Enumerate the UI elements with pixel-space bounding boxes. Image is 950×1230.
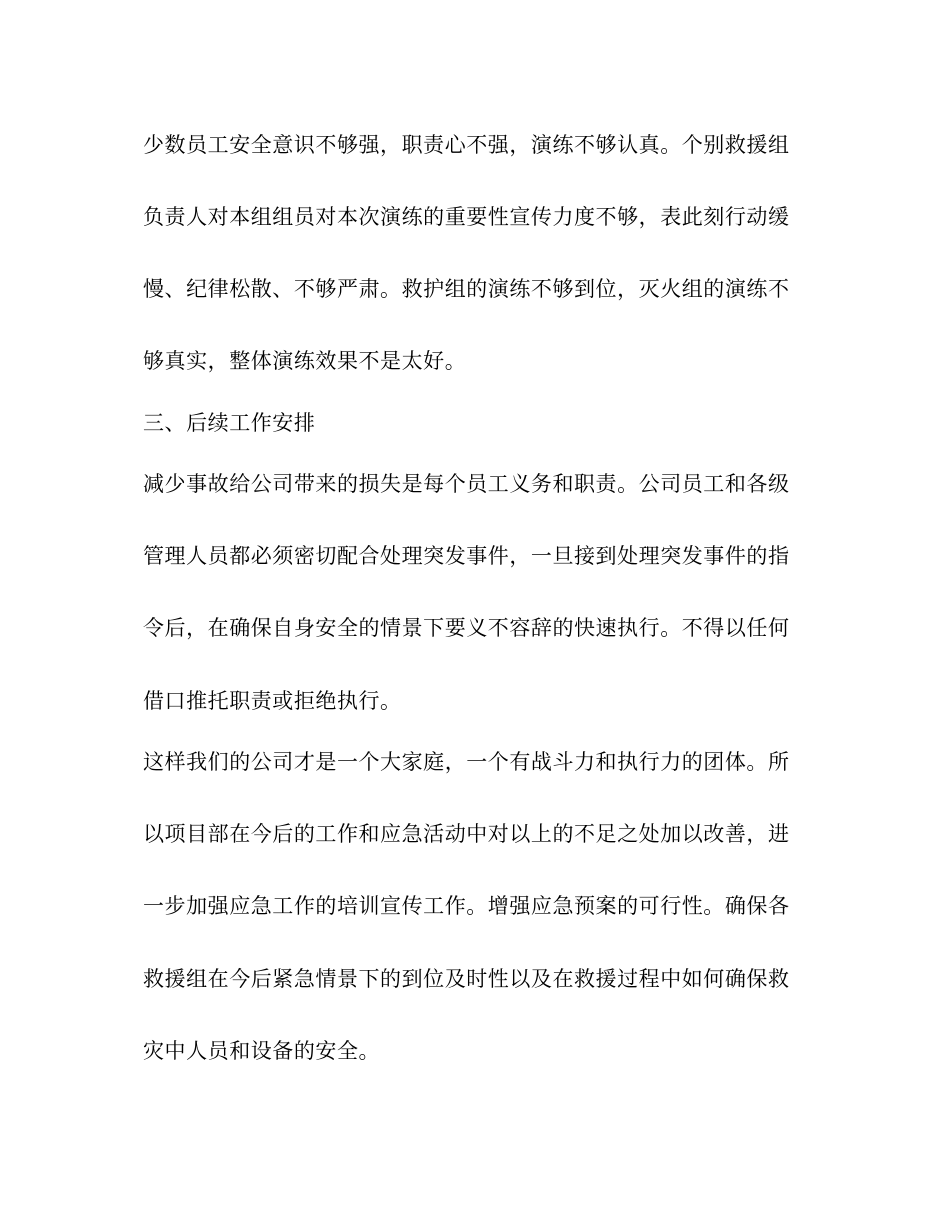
paragraph-line: 减少事故给公司带来的损失是每个员工义务和职责。公司员工和各级 bbox=[143, 472, 790, 496]
paragraph-line: 少数员工安全意识不够强，职责心不强，演练不够认真。个别救援组 bbox=[143, 133, 790, 157]
paragraph-line: 负责人对本组组员对本次演练的重要性宣传力度不够，表此刻行动缓 bbox=[143, 205, 790, 229]
paragraph-line: 够真实，整体演练效果不是太好。 bbox=[143, 349, 467, 373]
paragraph-line: 这样我们的公司才是一个大家庭，一个有战斗力和执行力的团体。所 bbox=[143, 750, 790, 774]
paragraph-line: 慢、纪律松散、不够严肃。救护组的演练不够到位，灭火组的演练不 bbox=[143, 277, 790, 301]
section-heading: 三、后续工作安排 bbox=[143, 411, 316, 435]
paragraph-line: 管理人员都必须密切配合处理突发事件，一旦接到处理突发事件的指 bbox=[143, 544, 790, 568]
paragraph-line: 救援组在今后紧急情景下的到位及时性以及在救援过程中如何确保救 bbox=[143, 967, 790, 991]
paragraph-line: 灾中人员和设备的安全。 bbox=[143, 1039, 381, 1063]
paragraph-line: 令后，在确保自身安全的情景下要义不容辞的快速执行。不得以任何 bbox=[143, 616, 790, 640]
paragraph-line: 以项目部在今后的工作和应急活动中对以上的不足之处加以改善，进 bbox=[143, 822, 790, 846]
paragraph-line: 借口推托职责或拒绝执行。 bbox=[143, 689, 402, 713]
paragraph-line: 一步加强应急工作的培训宣传工作。增强应急预案的可行性。确保各 bbox=[143, 894, 790, 918]
